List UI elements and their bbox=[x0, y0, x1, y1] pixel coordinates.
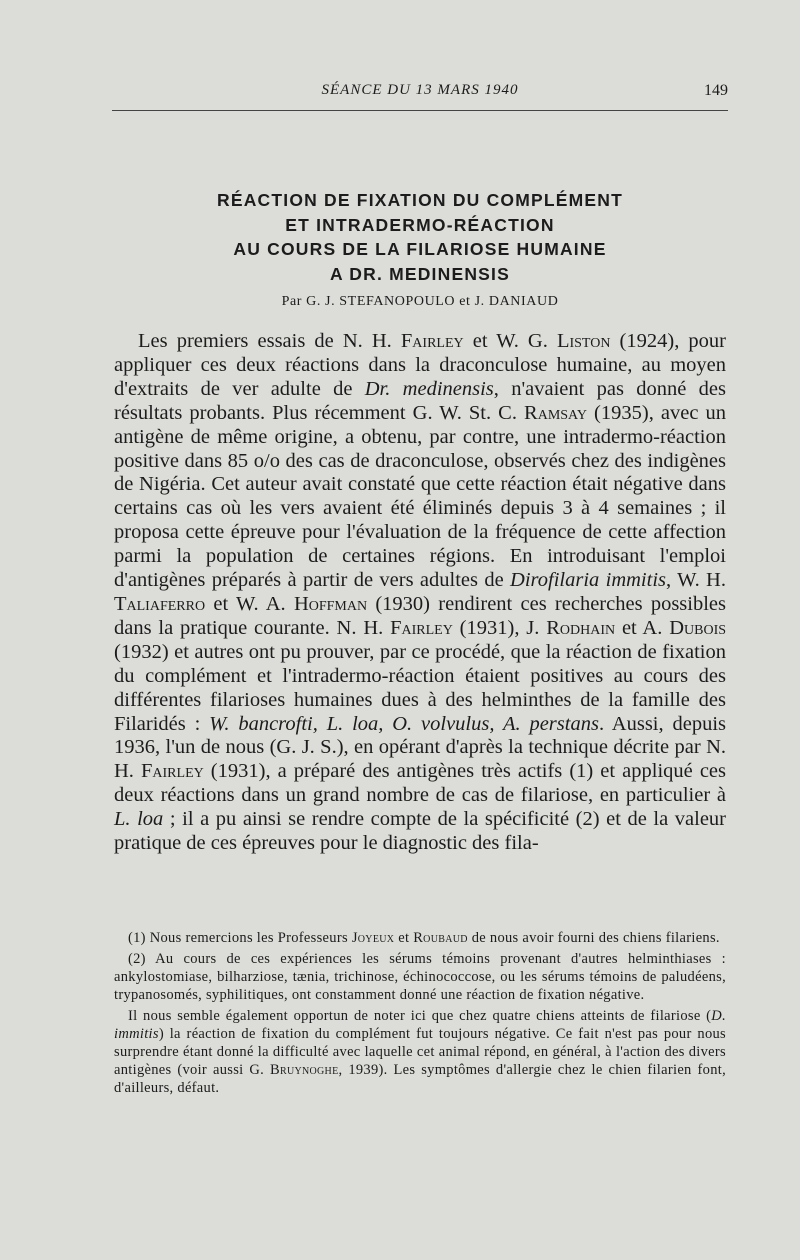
body-text bbox=[114, 330, 726, 856]
footnote-1: (1) Nous remercions les Professeurs Joyeux et Roubaud de nous avoir fourni des chiens filariens. bbox=[128, 930, 720, 946]
footnote-2: (2) Au cours de ces expériences les sérums témoins provenant d'autres helminthiases : ankylostomiase, bilharziose, tænia, trichinose, échinococcose, ou les sérums témoins de paludéens, trypanosomés, syphilitiques, ont constamment donné une réaction de fixation négative. bbox=[114, 951, 726, 1003]
authors-line: Par G. J. STEFANOPOULO et J. DANIAUD bbox=[281, 294, 559, 309]
title-line-1: RÉACTION DE FIXATION DU COMPLÉMENT bbox=[216, 190, 624, 210]
article-title bbox=[112, 188, 728, 286]
header-rule bbox=[112, 110, 728, 111]
footnote-2-continued: Il nous semble également opportun de noter ici que chez quatre chiens atteints de filariose (D. immitis) la réaction de fixation du complément fut toujours négative. Ce fait n'est pas pour nous surprendre étant donné la difficulté avec laquelle cet animal répond, en général, à l'action des divers antigènes (voir aussi G. Bruynoghe, 1939). Les symptômes d'allergie chez le chien filarien font, d'ailleurs, défaut. bbox=[114, 1008, 727, 1096]
page-number: 149 bbox=[704, 82, 728, 99]
title-line-4: A DR. MEDINENSIS bbox=[330, 263, 510, 284]
body-paragraph: Les premiers essais de N. H. Fairley et W. G. Liston (1924), pour appliquer ces deux réactions dans la draconculose humaine, au moyen d'extraits de ver adulte de Dr. medinensis, n'avaient pas donné des résultats probants. Plus récemment G. W. St. C. Ramsay (1935), avec un antigène de même origine, a obtenu, par contre, une intradermo-réaction positive dans 85 o/o des cas de draconculose, observés chez des indigènes de Nigéria. Cet auteur avait constaté que cette réaction était négative dans certains cas où les vers avaient été éliminés depuis 3 à 4 semaines ; il proposa cette épreuve pour l'évaluation de la fréquence de cette affection parmi la population de certaines régions. En introduisant l'emploi d'antigènes préparés à partir de vers adultes de Dirofilaria immitis, W. H. Taliaferro et W. A. Hoffman (1930) rendirent ces recherches possibles dans la pratique courante. N. H. Fairley (1931), J. Rodhain et A. Dubois (1932) et autres ont pu prouver, par ce procédé, que la réaction de fixation du complément et l'intradermo-réaction étaient positives au cours des différentes filarioses humaines dues à des helminthes de la famille des Filaridés : W. bancrofti, L. loa, O. volvulus, A. perstans. Aussi, depuis 1936, l'un de nous (G. J. S.), en opérant d'après la technique décrite par N. H. Fairley (1931), a préparé des antigènes très actifs (1) et appliqué ces deux réactions dans un grand nombre de cas de filariose, en particulier à L. loa ; il a pu ainsi se rendre compte de la spécificité (2) et de la valeur pratique de ces épreuves pour le diagnostic des fila- bbox=[114, 330, 727, 855]
footnotes bbox=[114, 929, 726, 1100]
title-line-3: AU COURS DE LA FILARIOSE HUMAINE bbox=[233, 239, 607, 259]
title-line-2: ET INTRADERMO-RÉACTION bbox=[285, 214, 555, 235]
running-head bbox=[112, 80, 728, 106]
running-title: SÉANCE DU 13 MARS 1940 bbox=[321, 82, 519, 98]
